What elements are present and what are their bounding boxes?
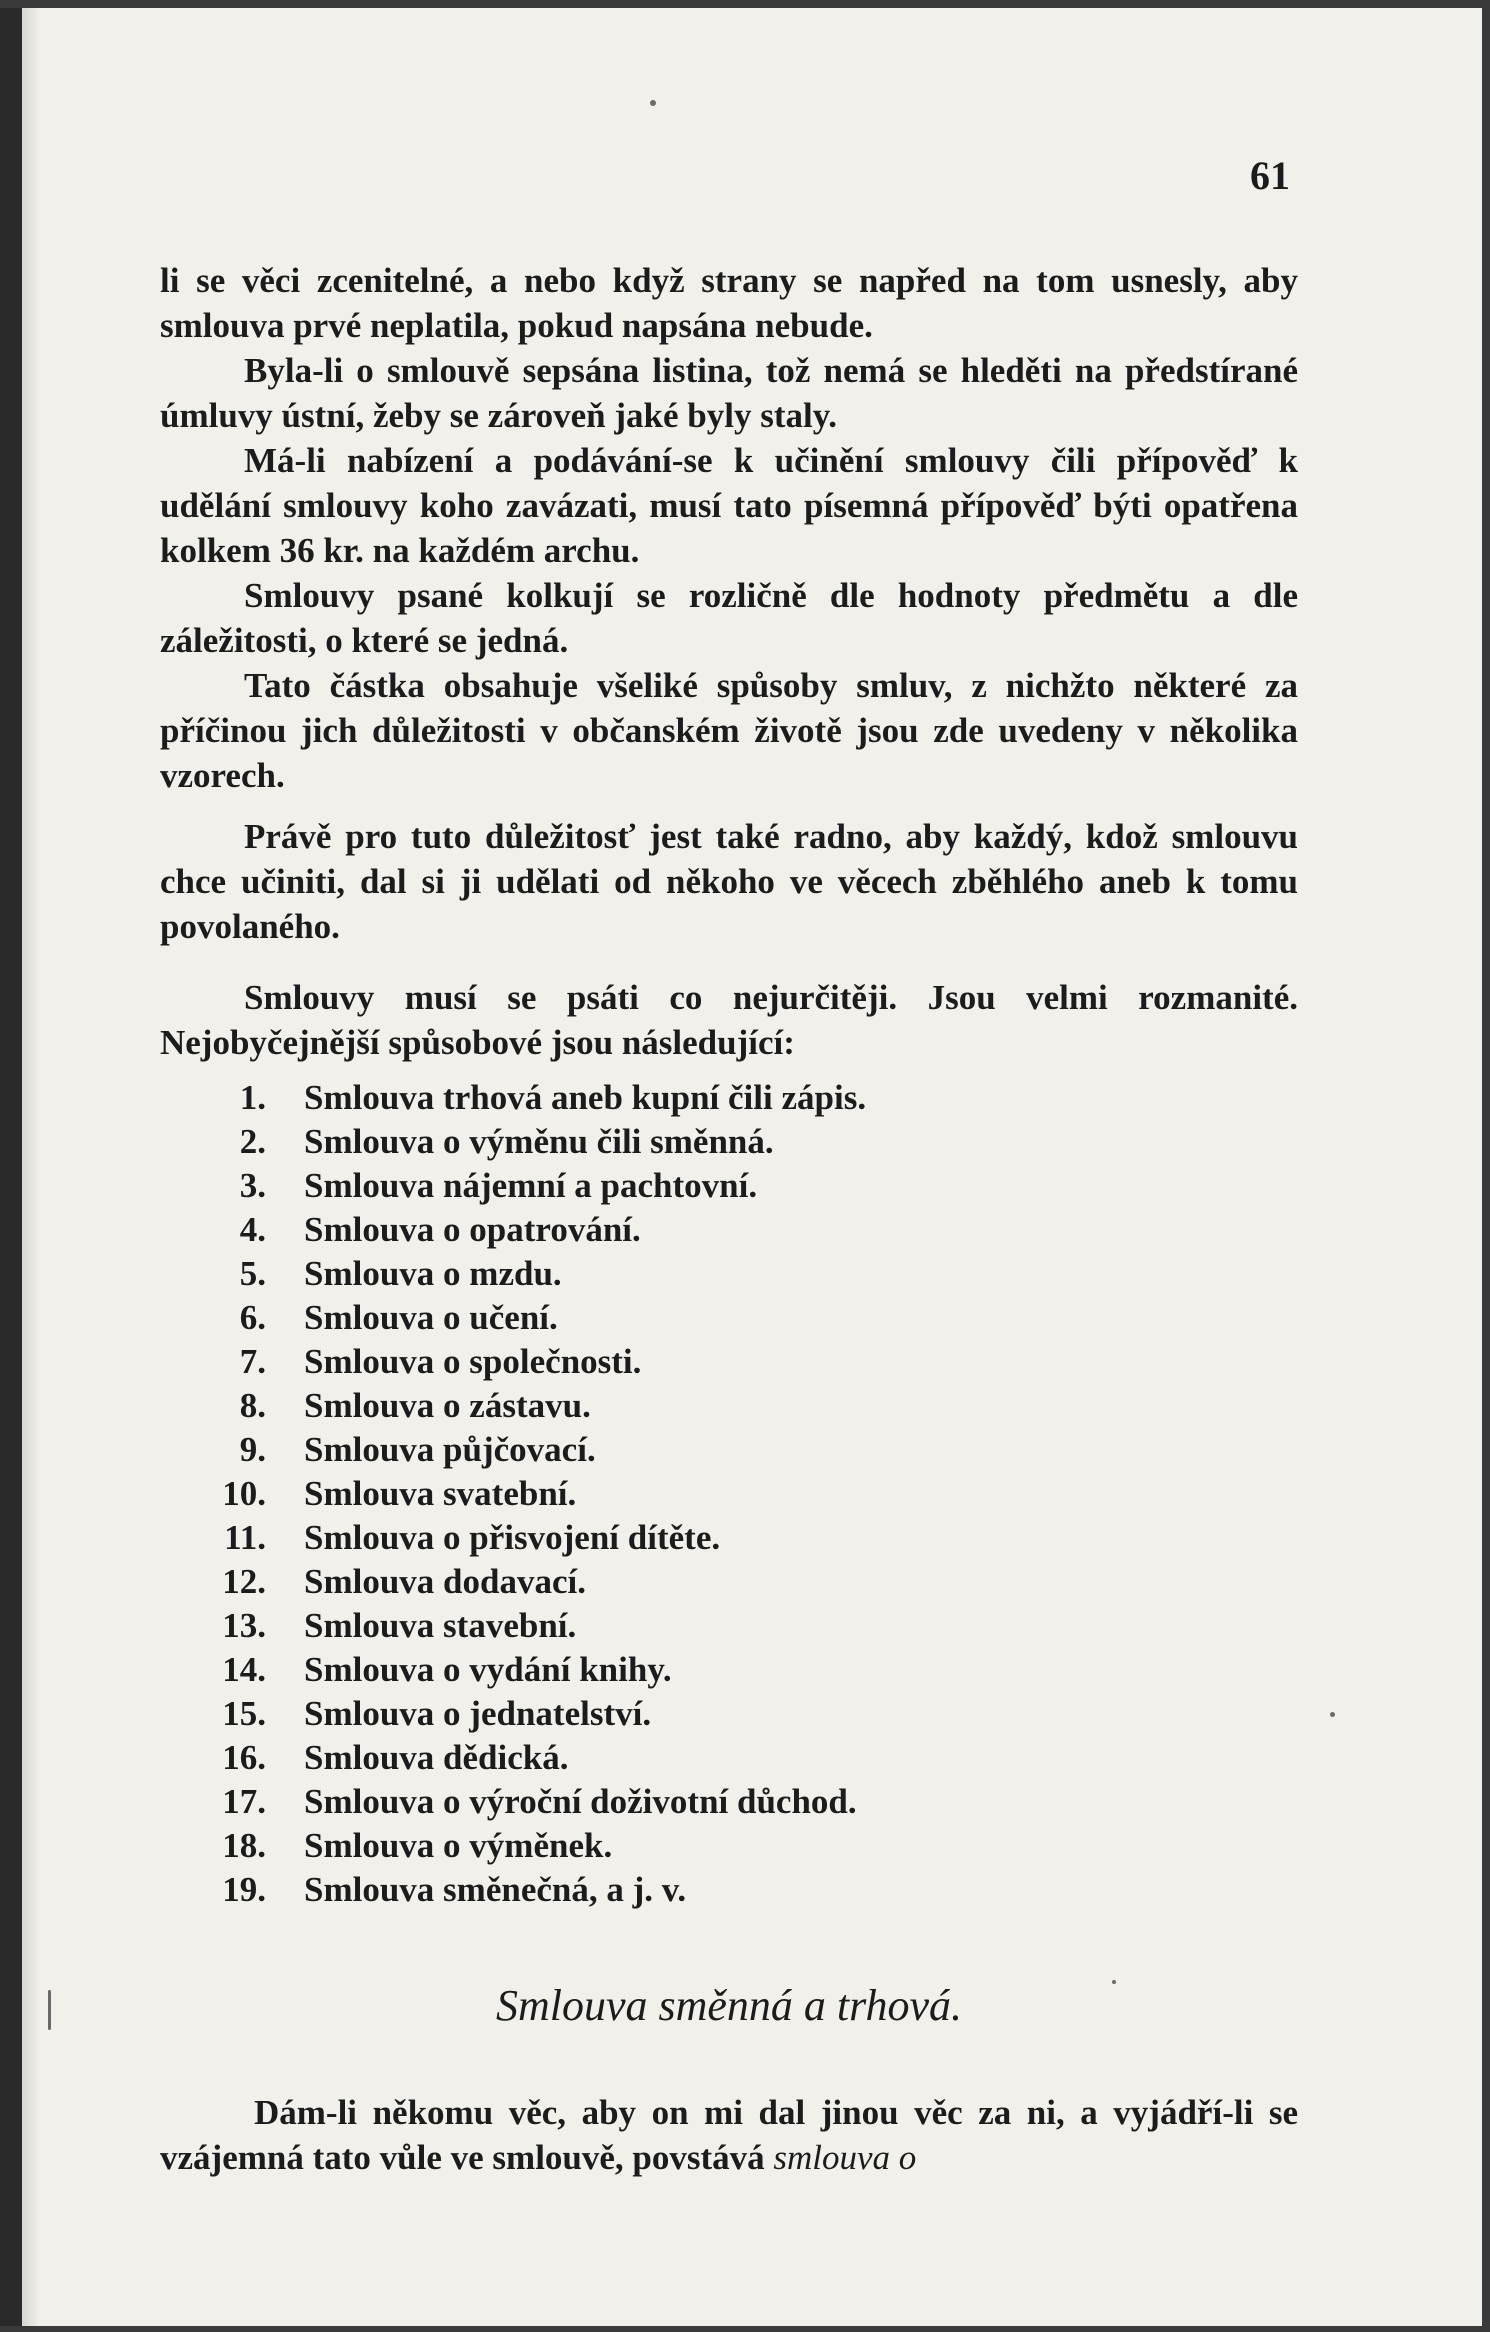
list-text: Smlouva svatební.	[304, 1474, 577, 1513]
list-number: 14.	[222, 1650, 266, 1689]
list-item	[160, 1428, 1160, 1472]
list-item	[160, 1340, 1160, 1384]
paper-speck	[650, 100, 656, 106]
list-text: Smlouva o jednatelství.	[304, 1694, 652, 1733]
list-number: 3.	[239, 1166, 266, 1205]
body-text	[160, 258, 1298, 1065]
paper-speck	[1112, 1980, 1116, 1984]
list-text: Smlouva o výroční doživotní důchod.	[304, 1782, 857, 1821]
paragraph-continuation: li se věci zcenitelné, a nebo když strany se napřed na tom usnesly, aby smlouva prvé neplatila, pokud napsána nebude.	[160, 261, 1298, 345]
list-item	[160, 1296, 1160, 1340]
list-text: Smlouva půjčovací.	[304, 1430, 596, 1469]
paragraph-text: Dám-li někomu věc, aby on mi dal jinou věc za ni, a vyjádří-li se vzájemná tato vůle ve smlouvě, povstává	[160, 2093, 1298, 2177]
list-text: Smlouva o mzdu.	[304, 1254, 562, 1293]
list-item	[160, 1560, 1160, 1604]
list-number: 13.	[222, 1606, 266, 1645]
paragraph: Byla-li o smlouvě sepsána listina, tož nemá se hleděti na předstírané úmluvy ústní, žeby se zároveň jaké byly staly.	[160, 351, 1298, 435]
list-item	[160, 1648, 1160, 1692]
list-number: 6.	[239, 1298, 266, 1337]
list-text: Smlouva o výměnek.	[304, 1826, 613, 1865]
paragraph: Tato částka obsahuje všeliké spůsoby smluv, z nichžto některé za příčinou jich důležitosti v občanském životě jsou zde uvedeny v několika vzorech.	[160, 666, 1298, 795]
list-item	[160, 1692, 1160, 1736]
paper-speck	[1330, 1712, 1335, 1717]
list-text: Smlouva o opatrování.	[304, 1210, 641, 1249]
list-text: Smlouva dodavací.	[304, 1562, 586, 1601]
paragraph: Právě pro tuto důležitosť jest také radno, aby každý, kdož smlouvu chce učiniti, dal si ji udělati od někoho ve věcech zběhlého aneb k tomu povolaného.	[160, 817, 1298, 946]
scan-left-edge	[0, 0, 22, 2332]
list-number: 1.	[239, 1078, 266, 1117]
list-text: Smlouva o přisvojení dítěte.	[304, 1518, 721, 1557]
paper-speck	[48, 1990, 51, 2030]
scan-top-edge	[0, 0, 1490, 8]
list-number: 4.	[239, 1210, 266, 1249]
list-item	[160, 1824, 1160, 1868]
list-item	[160, 1208, 1160, 1252]
list-text: Smlouva směnečná, a j. v.	[304, 1870, 687, 1909]
list-number: 5.	[239, 1254, 266, 1293]
list-item	[160, 1472, 1160, 1516]
list-number: 15.	[222, 1694, 266, 1733]
list-number: 11.	[224, 1518, 266, 1557]
book-gutter	[22, 0, 40, 2332]
list-number: 18.	[222, 1826, 266, 1865]
list-item	[160, 1736, 1160, 1780]
paragraph: Smlouvy musí se psáti co nejurčitěji. Jsou velmi rozmanité. Nejobyčejnější spůsobové jsou následující:	[160, 978, 1298, 1062]
list-item	[160, 1120, 1160, 1164]
scan-bottom-edge	[0, 2326, 1490, 2332]
list-item	[160, 1516, 1160, 1560]
list-item	[160, 1252, 1160, 1296]
list-text: Smlouva o vydání knihy.	[304, 1650, 672, 1689]
list-text: Smlouva trhová aneb kupní čili zápis.	[304, 1078, 867, 1117]
list-text: Smlouva o společnosti.	[304, 1342, 642, 1381]
list-item	[160, 1604, 1160, 1648]
list-text: Smlouva stavební.	[304, 1606, 577, 1645]
list-number: 12.	[222, 1562, 266, 1601]
list-item	[160, 1868, 1160, 1912]
page-number: 61	[1250, 153, 1290, 198]
list-text: Smlouva o učení.	[304, 1298, 558, 1337]
list-number: 16.	[222, 1738, 266, 1777]
list-number: 19.	[222, 1870, 266, 1909]
list-text: Smlouva dědická.	[304, 1738, 569, 1777]
paragraph: Má-li nabízení a podávání-se k učinění smlouvy čili přípověď k udělání smlouvy koho zavázati, musí tato písemná přípověď býti opatřena kolkem 36 kr. na každém archu.	[160, 441, 1298, 570]
list-text: Smlouva nájemní a pachtovní.	[304, 1166, 758, 1205]
list-text: Smlouva o zástavu.	[304, 1386, 591, 1425]
list-item	[160, 1076, 1160, 1120]
list-number: 2.	[239, 1122, 266, 1161]
paragraph: Smlouvy psané kolkují se rozličně dle hodnoty předmětu a dle záležitosti, o které se jedná.	[160, 576, 1298, 660]
paragraph	[160, 2090, 1298, 2180]
emphasized-text: smlouva o	[773, 2138, 917, 2177]
final-paragraph	[160, 2090, 1298, 2180]
list-number: 10.	[222, 1474, 266, 1513]
section-heading: Smlouva směnná a trhová.	[495, 1981, 963, 2030]
list-text: Smlouva o výměnu čili směnná.	[304, 1122, 774, 1161]
scan-right-edge	[1482, 0, 1490, 2332]
list-item	[160, 1164, 1160, 1208]
list-item	[160, 1780, 1160, 1824]
list-item	[160, 1384, 1160, 1428]
list-number: 17.	[222, 1782, 266, 1821]
list-number: 9.	[239, 1430, 266, 1469]
list-number: 8.	[239, 1386, 266, 1425]
list-number: 7.	[239, 1342, 266, 1381]
contract-types-list	[160, 1076, 1160, 1912]
